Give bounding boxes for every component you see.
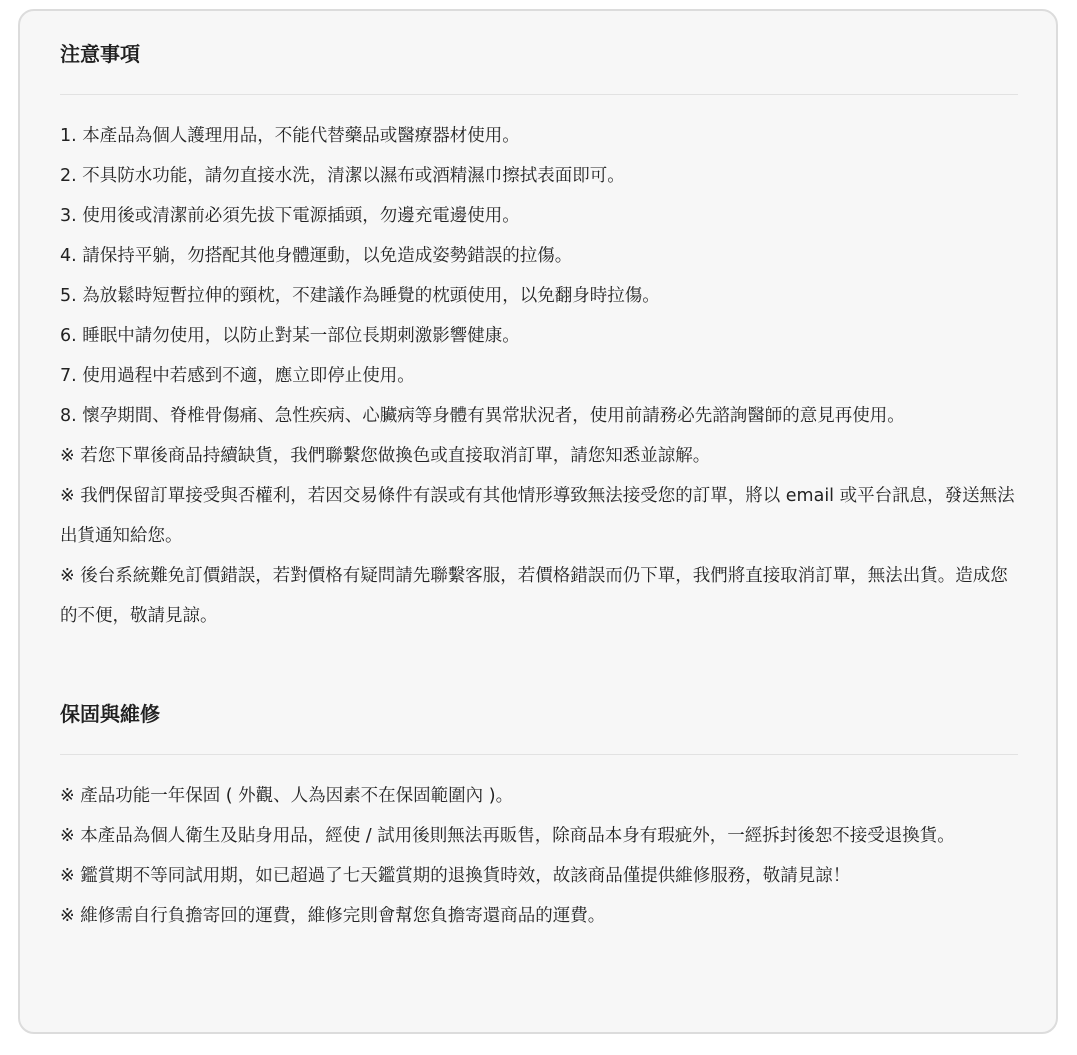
warranty-item-3: ※ 鑑賞期不等同試用期，如已超過了七天鑑賞期的退換貨時效，故該商品僅提供維修服務，敬請見諒！ <box>60 866 851 886</box>
warranty-item-4: ※ 維修需自行負擔寄回的運費，維修完則會幫您負擔寄還商品的運費。 <box>60 906 606 926</box>
notice-item-4: 4. 請保持平躺，勿搭配其他身體運動，以免造成姿勢錯誤的拉傷。 <box>60 246 573 266</box>
warranty-title: 保固與維修 <box>60 702 160 726</box>
notice-item-3: 3. 使用後或清潔前必須先拔下電源插頭，勿邊充電邊使用。 <box>60 206 520 226</box>
warranty-item-1: ※ 產品功能一年保固 ( 外觀、人為因素不在保固範圍內 )。 <box>60 786 514 806</box>
notice-item-5: 5. 為放鬆時短暫拉伸的頸枕，不建議作為睡覺的枕頭使用，以免翻身時拉傷。 <box>60 286 660 306</box>
notice-note-3: ※ 後台系統難免訂價錯誤，若對價格有疑問請先聯繫客服，若價格錯誤而仍下單，我們將直接取消訂單，無法出貨。造成您的不便，敬請見諒。 <box>60 566 1008 626</box>
notice-item-8: 8. 懷孕期間、脊椎骨傷痛、急性疾病、心臟病等身體有異常狀況者，使用前請務必先諮詢醫師的意見再使用。 <box>60 406 905 426</box>
notice-note-2: ※ 我們保留訂單接受與否權利，若因交易條件有誤或有其他情形導致無法接受您的訂單，將以 email 或平台訊息，發送無法出貨通知給您。 <box>60 486 1015 546</box>
notice-divider <box>60 94 1018 95</box>
notice-item-2: 2. 不具防水功能，請勿直接水洗，清潔以濕布或酒精濕巾擦拭表面即可。 <box>60 166 625 186</box>
warranty-list <box>60 776 1018 936</box>
info-card <box>18 9 1058 1034</box>
warranty-divider <box>60 754 1018 755</box>
notice-item-1: 1. 本產品為個人護理用品，不能代替藥品或醫療器材使用。 <box>60 126 520 146</box>
notice-title: 注意事項 <box>60 42 140 66</box>
notice-note-1: ※ 若您下單後商品持續缺貨，我們聯繫您做換色或直接取消訂單，請您知悉並諒解。 <box>60 446 711 466</box>
notice-list <box>60 116 1018 636</box>
warranty-item-2: ※ 本產品為個人衛生及貼身用品，經使 / 試用後則無法再販售，除商品本身有瑕疵外，一經拆封後恕不接受退換貨。 <box>60 826 955 846</box>
notice-item-7: 7. 使用過程中若感到不適，應立即停止使用。 <box>60 366 415 386</box>
notice-item-6: 6. 睡眠中請勿使用，以防止對某一部位長期刺激影響健康。 <box>60 326 520 346</box>
